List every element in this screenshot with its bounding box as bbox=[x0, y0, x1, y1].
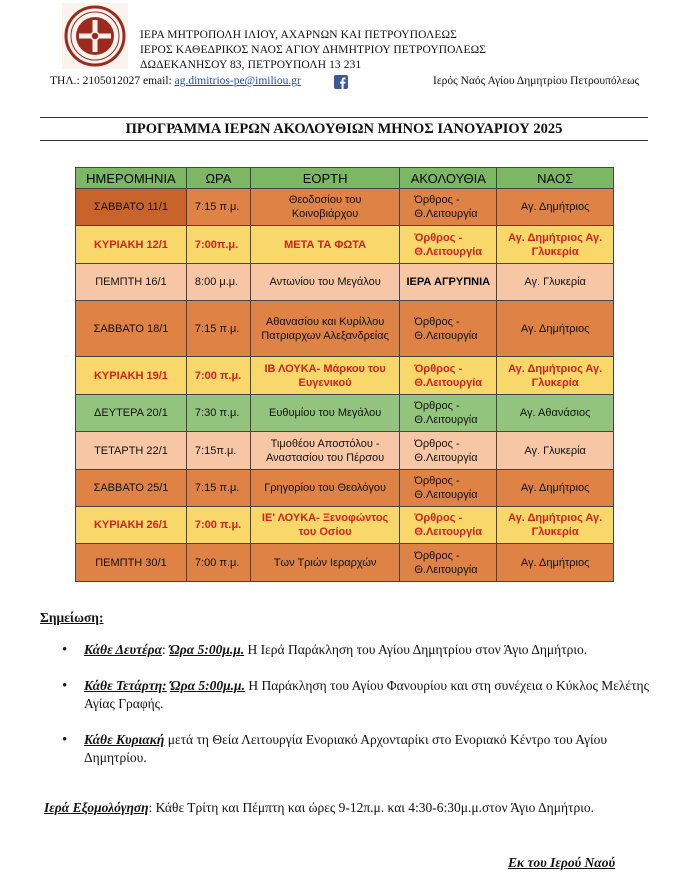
note-text: μετά τη Θεία Λειτουργία Ενοριακό Αρχονταρίκι στο Ενοριακό Κέντρο του Αγίου Δημητρίου. bbox=[84, 732, 608, 765]
service-cell: Όρθρος - Θ.Λειτουργία bbox=[400, 507, 497, 544]
time-cell: 7:15 π.μ. bbox=[186, 189, 250, 226]
table-row bbox=[76, 226, 614, 264]
schedule-table bbox=[75, 167, 614, 582]
list-item bbox=[84, 641, 660, 659]
table-row bbox=[76, 357, 614, 395]
time-cell: 7:00 π.μ. bbox=[186, 507, 250, 544]
church-cell: Αγ. Αθανάσιος bbox=[497, 395, 614, 432]
time-cell: 7:15 π.μ. bbox=[186, 301, 250, 357]
table-row bbox=[76, 395, 614, 432]
time-cell: 7:00 π.μ. bbox=[186, 544, 250, 582]
note-time: Ώρα 5:00μ.μ. bbox=[170, 678, 245, 693]
table-row bbox=[76, 264, 614, 301]
church-seal-icon bbox=[62, 3, 128, 69]
table-row bbox=[76, 432, 614, 470]
facebook-page-name: Ιερός Ναός Αγίου Δημητρίου Πετρουπόλεως bbox=[433, 75, 640, 87]
table-row bbox=[76, 507, 614, 544]
table-row bbox=[76, 470, 614, 507]
time-cell: 7:00 π.μ. bbox=[186, 357, 250, 395]
date-cell: ΚΥΡΙΑΚΗ 19/1 bbox=[76, 357, 187, 395]
church-cell: Αγ. Δημήτριος bbox=[497, 301, 614, 357]
time-cell: 7:00π.μ. bbox=[186, 226, 250, 264]
service-cell: Όρθρος - Θ.Λειτουργία bbox=[400, 226, 497, 264]
feast-cell: Ευθυμίου του Μεγάλου bbox=[250, 395, 400, 432]
header-line-2: ΙΕΡΟΣ ΚΑΘΕΔΡΙΚΟΣ ΝΑΟΣ ΑΓΙΟΥ ΔΗΜΗΤΡΙΟΥ ΠΕΤΡΟΥΠΟΛΕΩΣ bbox=[140, 44, 487, 56]
table-row bbox=[76, 189, 614, 226]
date-cell: ΚΥΡΙΑΚΗ 12/1 bbox=[76, 226, 187, 264]
notes-section bbox=[40, 609, 660, 817]
church-cell: Αγ. Δημήτριος bbox=[497, 544, 614, 582]
table-header-row bbox=[76, 168, 614, 189]
service-cell: Όρθρος - Θ.Λειτουργία bbox=[400, 189, 497, 226]
date-cell: ΤΕΤΑΡΤΗ 22/1 bbox=[76, 432, 187, 470]
column-header: ΗΜΕΡΟΜΗΝΙΑ bbox=[76, 168, 187, 189]
list-item bbox=[84, 731, 660, 767]
time-cell: 8:00 μ.μ. bbox=[186, 264, 250, 301]
service-cell: Όρθρος - Θ.Λειτουργία bbox=[400, 544, 497, 582]
church-cell: Αγ. Δημήτριος Αγ. Γλυκερία bbox=[497, 226, 614, 264]
list-item bbox=[84, 677, 660, 713]
feast-cell: ΙΒ ΛΟΥΚΑ- Μάρκου του Ευγενικού bbox=[250, 357, 400, 395]
email-link[interactable]: ag.dimitrios-pe@imiliou.gr bbox=[174, 75, 301, 87]
time-cell: 7:15π.μ. bbox=[186, 432, 250, 470]
feast-cell: Των Τριών Ιεραρχών bbox=[250, 544, 400, 582]
date-cell: ΠΕΜΠΤΗ 30/1 bbox=[76, 544, 187, 582]
notes-heading: Σημείωση: bbox=[40, 610, 104, 625]
notes-list bbox=[40, 641, 660, 767]
service-cell: Όρθρος - Θ.Λειτουργία bbox=[400, 395, 497, 432]
note-text: Η Παράκληση του Αγίου Φανουρίου και στη συνέχεια ο Κύκλος Μελέτης Αγίας Γραφής. bbox=[84, 678, 649, 711]
feast-cell: Αντωνίου του Μεγάλου bbox=[250, 264, 400, 301]
confession-note bbox=[40, 799, 660, 817]
service-cell: Όρθρος - Θ.Λειτουργία bbox=[400, 470, 497, 507]
column-header: ΩΡΑ bbox=[186, 168, 250, 189]
time-cell: 7:15 π.μ. bbox=[186, 470, 250, 507]
service-cell: Όρθρος - Θ.Λειτουργία bbox=[400, 301, 497, 357]
page-title: ΠΡΟΓΡΑΜΜΑ ΙΕΡΩΝ ΑΚΟΛΟΥΘΙΩΝ ΜΗΝΟΣ ΙΑΝΟΥΑΡΙΟΥ 2025 bbox=[40, 117, 648, 141]
church-cell: Αγ. Δημήτριος Αγ. Γλυκερία bbox=[497, 357, 614, 395]
feast-cell: ΜΕΤΑ ΤΑ ΦΩΤΑ bbox=[250, 226, 400, 264]
date-cell: ΚΥΡΙΑΚΗ 26/1 bbox=[76, 507, 187, 544]
service-cell: Όρθρος - Θ.Λειτουργία bbox=[400, 432, 497, 470]
church-cell: Αγ. Δημήτριος Αγ. Γλυκερία bbox=[497, 507, 614, 544]
feast-cell: Γρηγορίου του Θεολόγου bbox=[250, 470, 400, 507]
confession-text: : Κάθε Τρίτη και Πέμπτη και ώρες 9-12π.μ. και 4:30-6:30μ.μ.στον Άγιο Δημήτριο. bbox=[148, 800, 594, 815]
note-time: Ώρα 5:00μ.μ. bbox=[169, 642, 245, 657]
date-cell: ΣΑΒΒΑΤΟ 18/1 bbox=[76, 301, 187, 357]
service-cell: ΙΕΡΑ ΑΓΡΥΠΝΙΑ bbox=[400, 264, 497, 301]
phone-email-label: ΤΗΛ.: 2105012027 email: bbox=[50, 75, 175, 87]
signature: Εκ του Ιερού Ναού bbox=[508, 855, 616, 870]
confession-label: Ιερά Εξομολόγηση bbox=[44, 800, 149, 815]
table-row bbox=[76, 544, 614, 582]
church-cell: Αγ. Δημήτριος bbox=[497, 189, 614, 226]
column-header: ΕΟΡΤΗ bbox=[250, 168, 400, 189]
date-cell: ΔΕΥΤΕΡΑ 20/1 bbox=[76, 395, 187, 432]
note-sep: : bbox=[162, 642, 170, 657]
header-line-1: ΙΕΡΑ ΜΗΤΡΟΠΟΛΗ ΙΛΙΟΥ, ΑΧΑΡΝΩΝ ΚΑΙ ΠΕΤΡΟΥΠΟΛΕΩΣ bbox=[140, 29, 457, 41]
table-row bbox=[76, 301, 614, 357]
note-day: Κάθε Τετάρτη: bbox=[84, 678, 167, 693]
column-header: ΑΚΟΛΟΥΘΙΑ bbox=[400, 168, 497, 189]
facebook-icon[interactable] bbox=[334, 75, 348, 89]
note-day: Κάθε Δευτέρα bbox=[84, 642, 163, 657]
feast-cell: Θεοδοσίου του Κοινοβιάρχου bbox=[250, 189, 400, 226]
service-cell: Όρθρος - Θ.Λειτουργία bbox=[400, 357, 497, 395]
column-header: ΝΑΟΣ bbox=[497, 168, 614, 189]
date-cell: ΠΕΜΠΤΗ 16/1 bbox=[76, 264, 187, 301]
feast-cell: Τιμοθέου Αποστόλου - Αναστασίου του Πέρσου bbox=[250, 432, 400, 470]
church-cell: Αγ. Δημήτριος bbox=[497, 470, 614, 507]
note-text: Η Ιερά Παράκληση του Αγίου Δημητρίου στον Άγιο Δημήτριο. bbox=[244, 642, 588, 657]
feast-cell: Αθανασίου και Κυρίλλου Πατριαρχων Αλεξανδρείας bbox=[250, 301, 400, 357]
header-line-3: ΔΩΔΕΚΑΝΗΣΟΥ 83, ΠΕΤΡΟΥΠΟΛΗ 13 231 bbox=[140, 59, 362, 71]
church-cell: Αγ. Γλυκερία bbox=[497, 264, 614, 301]
church-cell: Αγ. Γλυκερία bbox=[497, 432, 614, 470]
note-day: Κάθε Κυριακή bbox=[84, 732, 165, 747]
date-cell: ΣΑΒΒΑΤΟ 25/1 bbox=[76, 470, 187, 507]
date-cell: ΣΑΒΒΑΤΟ 11/1 bbox=[76, 189, 187, 226]
contact-line bbox=[50, 75, 668, 91]
feast-cell: ΙΕ' ΛΟΥΚΑ- Ξενοφώντος του Οσίου bbox=[250, 507, 400, 544]
time-cell: 7:30 π.μ. bbox=[186, 395, 250, 432]
